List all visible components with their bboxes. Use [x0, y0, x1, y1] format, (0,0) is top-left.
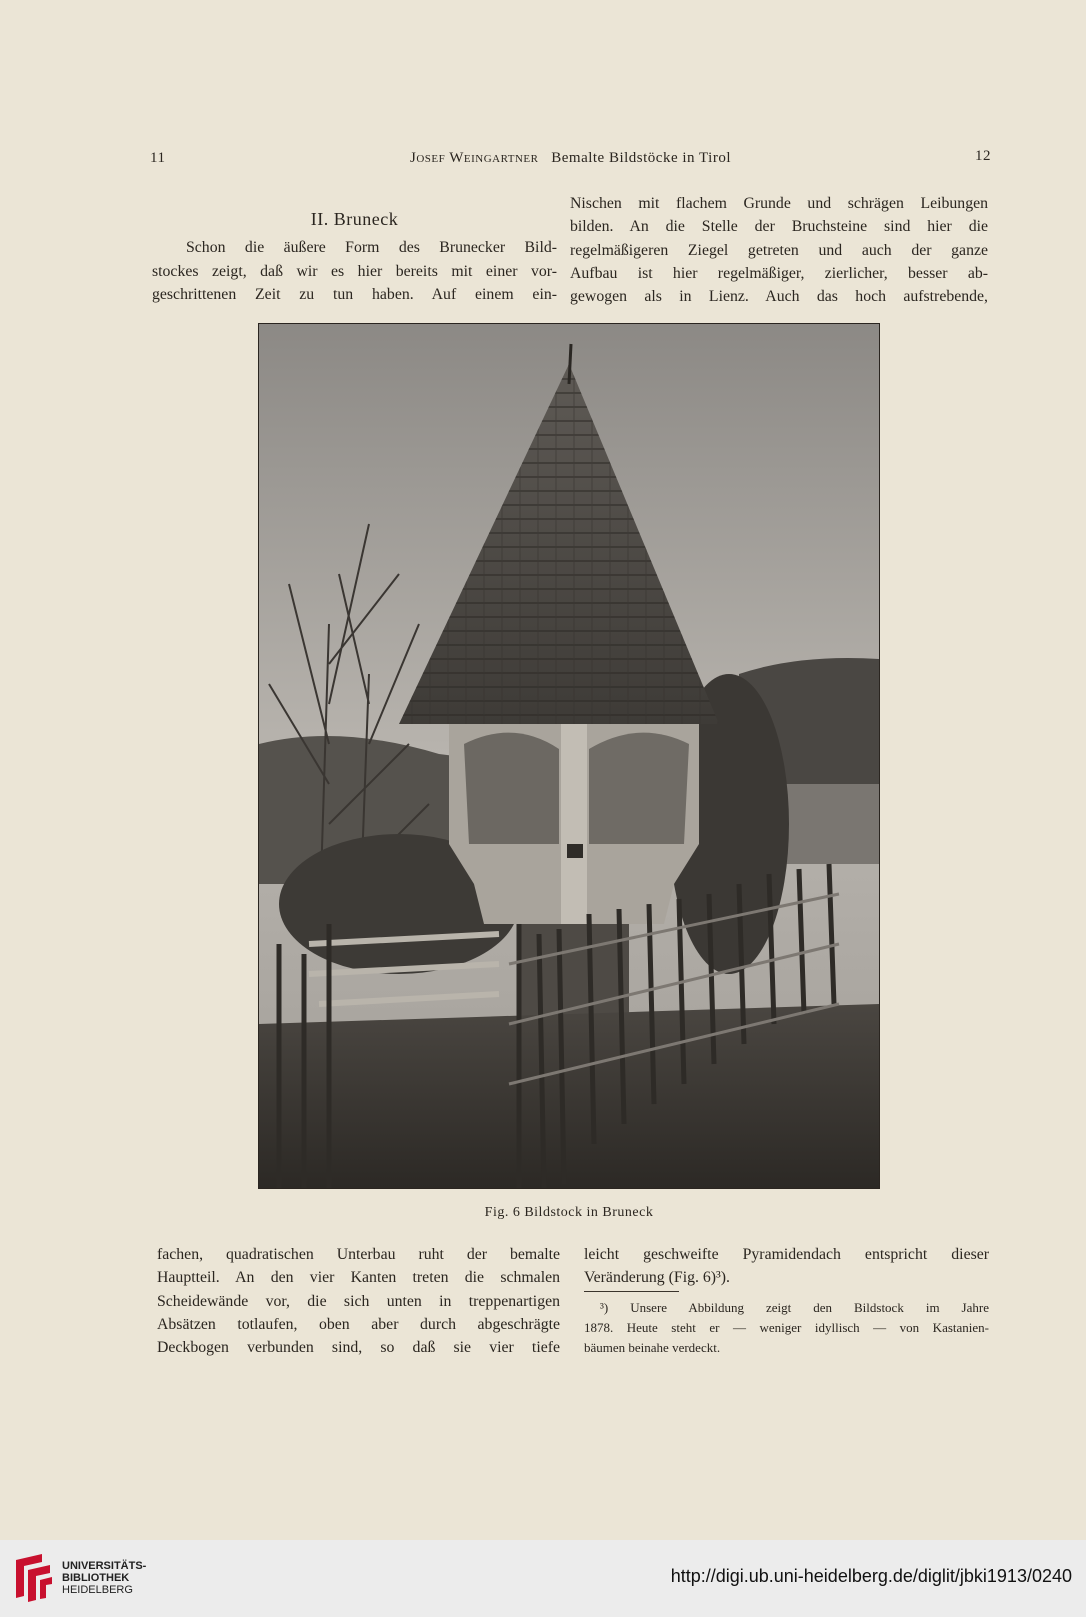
text-line: Veränderung (Fig. 6)³). — [584, 1269, 730, 1287]
footnote-line: ³) Unsere Abbildung zeigt den Bildstock im Jahre — [600, 1299, 989, 1315]
text-line: bilden. An die Stelle der Bruchsteine sind hier die — [570, 218, 988, 236]
right-column-top — [570, 192, 988, 308]
library-logo-text — [62, 1560, 146, 1596]
permalink-url[interactable]: http://digi.ub.uni-heidelberg.de/diglit/jbki1913/0240 — [670, 1566, 1072, 1586]
text-line: geschrittenen Zeit zu tun haben. Auf einem ein- — [152, 285, 557, 303]
article-title: Bemalte Bildstöcke in Tirol — [551, 150, 731, 166]
text-line: Nischen mit flachem Grunde und schrägen Leibungen — [570, 195, 988, 212]
text-line: stockes zeigt, daß wir es hier bereits mit einer vor- — [152, 262, 557, 280]
logo-line: BIBLIOTHEK — [62, 1572, 130, 1584]
footnote-line: 1878. Heute steht er — weniger idyllisch — von Kastanien- — [584, 1319, 989, 1335]
library-footer — [0, 1540, 1086, 1617]
running-head — [150, 150, 991, 172]
page-number-left: 11 — [150, 150, 166, 166]
right-column-bottom — [584, 1243, 989, 1358]
section-title: II. Bruneck — [310, 209, 399, 229]
library-logo-icon[interactable] — [12, 1552, 54, 1604]
footnote-rule — [584, 1291, 679, 1292]
text-line: Hauptteil. An den vier Kanten treten die schmalen — [157, 1269, 560, 1287]
text-line: Scheidewände vor, die sich unten in treppenartigen — [157, 1292, 560, 1310]
text-line: gewogen als in Lienz. Auch das hoch aufstrebende, — [570, 288, 988, 306]
figure-photograph — [258, 323, 880, 1189]
bildstock-photo-illustration — [259, 324, 879, 1188]
text-line: regelmäßigeren Ziegel getreten und auch der ganze — [570, 241, 988, 259]
text-line: leicht geschweifte Pyramidendach entspricht dieser — [584, 1246, 989, 1263]
text-line: Schon die äußere Form des Brunecker Bild- — [186, 239, 557, 257]
logo-line: UNIVERSITÄTS- — [62, 1560, 147, 1572]
figure-caption: Fig. 6 Bildstock in Bruneck — [484, 1205, 654, 1220]
text-line: Deckbogen verbunden sind, so daß sie vier tiefe — [157, 1339, 560, 1357]
logo-line: HEIDELBERG — [62, 1584, 133, 1596]
running-title — [150, 150, 991, 167]
page-number-right: 12 — [975, 148, 991, 164]
footnote-line: bäumen beinahe verdeckt. — [584, 1339, 721, 1355]
author-name: Josef Weingartner — [410, 150, 539, 166]
text-line: fachen, quadratischen Unterbau ruht der bemalte — [157, 1246, 560, 1263]
footnote — [584, 1298, 989, 1358]
left-column-bottom — [157, 1243, 560, 1359]
left-column-top — [152, 196, 557, 306]
text-line: Aufbau ist hier regelmäßiger, zierlicher, besser ab- — [570, 264, 988, 282]
text-line: Absätzen totlaufen, oben aber durch abgeschrägte — [157, 1315, 560, 1333]
